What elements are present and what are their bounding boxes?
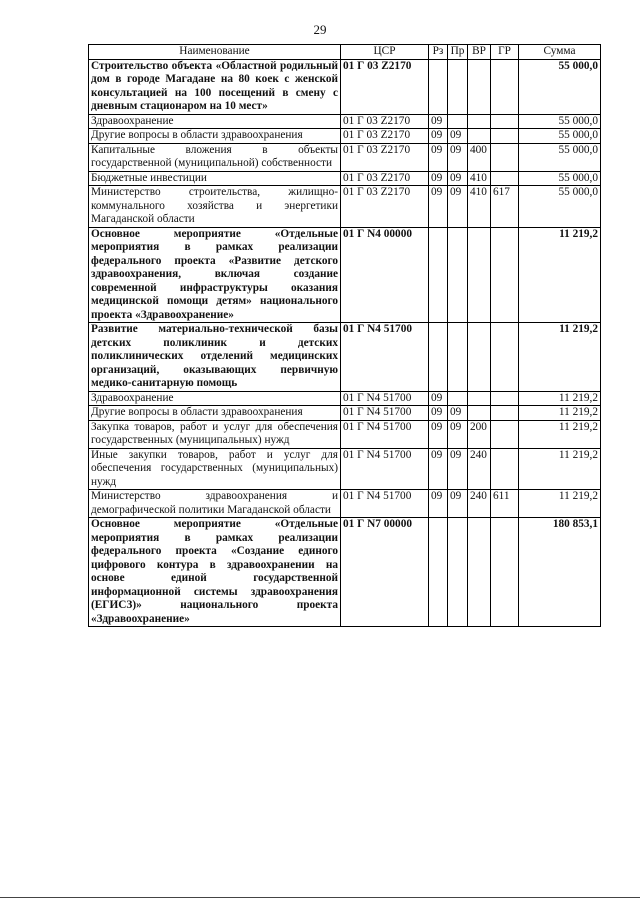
cell-csr: 01 Г N4 00000 — [341, 227, 429, 323]
cell-gr — [491, 114, 519, 129]
cell-pr: 09 — [448, 448, 468, 490]
cell-vr — [468, 323, 491, 392]
cell-name: Закупка товаров, работ и услуг для обеспечения государственных (муниципальных) нужд — [89, 420, 341, 448]
cell-rz: 09 — [429, 448, 448, 490]
cell-vr: 410 — [468, 186, 491, 228]
cell-vr — [468, 129, 491, 144]
cell-gr — [491, 406, 519, 421]
cell-vr — [468, 227, 491, 323]
cell-vr: 200 — [468, 420, 491, 448]
cell-name: Здравоохранение — [89, 114, 341, 129]
table-row — [89, 129, 601, 144]
cell-name: Министерство строительства, жилищно-коммунального хозяйства и энергетики Магаданской области — [89, 186, 341, 228]
cell-sum: 11 219,2 — [519, 391, 601, 406]
cell-pr — [448, 59, 468, 114]
column-header-gr: ГР — [491, 45, 519, 60]
table-row — [89, 406, 601, 421]
cell-csr: 01 Г 03 Z2170 — [341, 114, 429, 129]
cell-pr: 09 — [448, 143, 468, 171]
cell-sum: 11 219,2 — [519, 406, 601, 421]
cell-rz — [429, 323, 448, 392]
cell-csr: 01 Г 03 Z2170 — [341, 129, 429, 144]
cell-gr — [491, 171, 519, 186]
cell-rz: 09 — [429, 391, 448, 406]
cell-csr: 01 Г N4 51700 — [341, 323, 429, 392]
cell-rz — [429, 59, 448, 114]
cell-rz: 09 — [429, 406, 448, 421]
cell-name: Основное мероприятие «Отдельные мероприятия в рамках реализации федерального проекта «Развитие детского здравоохранения, включая создание современной инфраструктуры оказания медицинской помощи детям» национального проекта «Здравоохранение» — [89, 227, 341, 323]
cell-sum: 55 000,0 — [519, 59, 601, 114]
cell-pr — [448, 114, 468, 129]
cell-name: Другие вопросы в области здравоохранения — [89, 406, 341, 421]
cell-sum: 55 000,0 — [519, 129, 601, 144]
cell-vr: 240 — [468, 490, 491, 518]
cell-pr: 09 — [448, 129, 468, 144]
table-row — [89, 59, 601, 114]
cell-sum: 55 000,0 — [519, 171, 601, 186]
cell-vr — [468, 391, 491, 406]
cell-gr — [491, 59, 519, 114]
cell-sum: 55 000,0 — [519, 114, 601, 129]
cell-csr: 01 Г 03 Z2170 — [341, 186, 429, 228]
cell-name: Строительство объекта «Областной родильный дом в городе Магадане на 80 коек с женской консультацией на 100 посещений в смену с дневным стационаром на 10 мест» — [89, 59, 341, 114]
budget-table — [88, 44, 601, 627]
cell-name: Основное мероприятие «Отдельные мероприятия в рамках реализации федерального проекта «Создание единого цифрового контура в здравоохранении на основе единой государственной информационной системы здравоохранения (ЕГИСЗ)» национального проекта «Здравоохранение» — [89, 518, 341, 627]
cell-gr — [491, 129, 519, 144]
table-body — [89, 59, 601, 627]
cell-gr: 611 — [491, 490, 519, 518]
cell-rz: 09 — [429, 129, 448, 144]
cell-gr — [491, 518, 519, 627]
table-row — [89, 143, 601, 171]
table-header-row — [89, 45, 601, 60]
table-row — [89, 186, 601, 228]
column-header-pr: Пр — [448, 45, 468, 60]
cell-rz — [429, 518, 448, 627]
table-row — [89, 323, 601, 392]
table-row — [89, 518, 601, 627]
cell-pr — [448, 518, 468, 627]
cell-sum: 55 000,0 — [519, 143, 601, 171]
cell-pr: 09 — [448, 490, 468, 518]
cell-csr: 01 Г N4 51700 — [341, 391, 429, 406]
cell-name: Иные закупки товаров, работ и услуг для обеспечения государственных (муниципальных) нужд — [89, 448, 341, 490]
cell-rz: 09 — [429, 490, 448, 518]
cell-sum: 55 000,0 — [519, 186, 601, 228]
table-row — [89, 114, 601, 129]
cell-gr — [491, 227, 519, 323]
cell-name: Другие вопросы в области здравоохранения — [89, 129, 341, 144]
cell-gr — [491, 448, 519, 490]
cell-csr: 01 Г 03 Z2170 — [341, 59, 429, 114]
cell-vr — [468, 114, 491, 129]
cell-rz: 09 — [429, 114, 448, 129]
cell-gr — [491, 391, 519, 406]
cell-sum: 180 853,1 — [519, 518, 601, 627]
cell-pr: 09 — [448, 171, 468, 186]
cell-rz — [429, 227, 448, 323]
cell-name: Бюджетные инвестиции — [89, 171, 341, 186]
page-edge-line — [0, 897, 640, 898]
cell-name: Капитальные вложения в объекты государственной (муниципальной) собственности — [89, 143, 341, 171]
column-header-name: Наименование — [89, 45, 341, 60]
cell-csr: 01 Г N4 51700 — [341, 490, 429, 518]
table-row — [89, 420, 601, 448]
cell-csr: 01 Г N4 51700 — [341, 420, 429, 448]
cell-vr — [468, 406, 491, 421]
cell-gr — [491, 323, 519, 392]
cell-name: Здравоохранение — [89, 391, 341, 406]
cell-vr: 240 — [468, 448, 491, 490]
cell-gr — [491, 143, 519, 171]
cell-rz: 09 — [429, 420, 448, 448]
table-row — [89, 171, 601, 186]
cell-gr: 617 — [491, 186, 519, 228]
cell-csr: 01 Г 03 Z2170 — [341, 171, 429, 186]
cell-vr: 410 — [468, 171, 491, 186]
page-number: 29 — [313, 22, 327, 37]
column-header-rz: Рз — [429, 45, 448, 60]
cell-rz: 09 — [429, 171, 448, 186]
cell-sum: 11 219,2 — [519, 490, 601, 518]
cell-pr: 09 — [448, 186, 468, 228]
cell-csr: 01 Г 03 Z2170 — [341, 143, 429, 171]
column-header-sum: Сумма — [519, 45, 601, 60]
cell-sum: 11 219,2 — [519, 448, 601, 490]
cell-csr: 01 Г N7 00000 — [341, 518, 429, 627]
cell-name: Развитие материально-технической базы детских поликлиник и детских поликлинических отделений медицинских организаций, оказывающих первичную медико-санитарную помощь — [89, 323, 341, 392]
cell-rz: 09 — [429, 186, 448, 228]
column-header-csr: ЦСР — [341, 45, 429, 60]
cell-sum: 11 219,2 — [519, 227, 601, 323]
table-row — [89, 448, 601, 490]
table-row — [89, 391, 601, 406]
cell-vr: 400 — [468, 143, 491, 171]
cell-name: Министерство здравоохранения и демографической политики Магаданской области — [89, 490, 341, 518]
cell-pr — [448, 227, 468, 323]
table-row — [89, 490, 601, 518]
cell-csr: 01 Г N4 51700 — [341, 406, 429, 421]
cell-pr: 09 — [448, 420, 468, 448]
column-header-vr: ВР — [468, 45, 491, 60]
cell-pr — [448, 391, 468, 406]
cell-csr: 01 Г N4 51700 — [341, 448, 429, 490]
cell-rz: 09 — [429, 143, 448, 171]
cell-vr — [468, 518, 491, 627]
cell-vr — [468, 59, 491, 114]
cell-pr — [448, 323, 468, 392]
cell-sum: 11 219,2 — [519, 420, 601, 448]
cell-pr: 09 — [448, 406, 468, 421]
table-row — [89, 227, 601, 323]
cell-gr — [491, 420, 519, 448]
cell-sum: 11 219,2 — [519, 323, 601, 392]
